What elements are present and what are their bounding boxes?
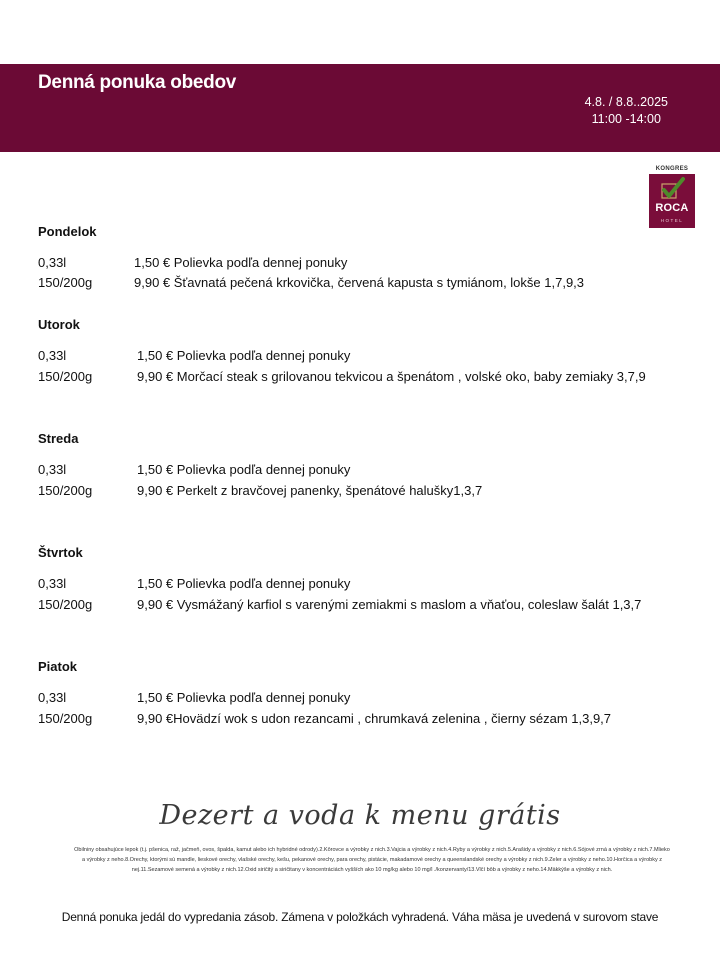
menu-row xyxy=(38,275,708,295)
portion: 150/200g xyxy=(38,275,93,290)
price-dish: 9,90 € Perkelt z bravčovej panenky, špenátové halušky1,3,7 xyxy=(137,483,483,498)
menu-row xyxy=(38,255,708,275)
price-dish: 9,90 € Vysmážaný karfiol s varenými zemiakmi s maslom a vňaťou, coleslaw šalát 1,3,7 xyxy=(137,597,642,612)
day-title-wednesday: Streda xyxy=(38,431,79,446)
portion: 150/200g xyxy=(38,711,93,726)
price-dish: 1,50 € Polievka podľa dennej ponuky xyxy=(137,348,351,363)
menu-row xyxy=(38,576,708,596)
serving-time: 11:00 -14:00 xyxy=(591,112,661,126)
day-title-monday: Pondelok xyxy=(38,224,97,239)
menu-row xyxy=(38,462,708,482)
menu-row xyxy=(38,348,708,368)
price-dish: 9,90 € Morčací steak s grilovanou tekvicou a špenátom , volské oko, baby zemiaky 3,7,9 xyxy=(137,369,646,384)
price-dish: 1,50 € Polievka podľa dennej ponuky xyxy=(137,576,351,591)
checkmark-icon xyxy=(657,176,687,204)
logo-top-text: KONGRES xyxy=(655,166,689,172)
day-title-thursday: Štvrtok xyxy=(38,545,83,560)
dessert-note: Dezert a voda k menu grátis xyxy=(159,800,561,831)
portion: 150/200g xyxy=(38,597,93,612)
day-title-friday: Piatok xyxy=(38,659,78,674)
hotel-logo xyxy=(649,166,695,228)
allergen-legend: Obilniny obsahujúce lepok (t.j. pšenica, raž, jačmeň, ovos, špalda, kamut alebo ich hybridné odrody).2.Kôrovce a výrobky z nich.3.Vajcia a výrobky z nich.4.Ryby a výrobky z nich.5.Arašidy a výrobky z nich.6.Sójové zrná a výrobky z nich.7.Mlieko a výrobky z neho.8.Orechy, ktorými sú mandle, lieskové orechy, vlašské orechy, kešu, pekanové orechy, para orechy, pistácie, makadamové orechy a queenslandské orechy a výrobky z nich.9.Zeler a výrobky z neho.10.Horčica a výrobky z nej.11.Sezamové semená a výrobky z nich.12.Oxid siričitý a siričitany v koncentráciách vyšších ako 10 mg/kg alebo 10 mg/l ./konzervanty/13.Vlčí bôb a výrobky z neho.14.Mäkkýše a výrobky z nich. xyxy=(74,847,670,873)
logo-box xyxy=(649,174,695,228)
portion: 0,33l xyxy=(38,462,67,477)
logo-sub: HOTEL xyxy=(660,218,684,223)
day-title-tuesday: Utorok xyxy=(38,317,80,332)
logo-name: ROCA xyxy=(655,202,689,214)
portion: 0,33l xyxy=(38,255,67,270)
footer-note: Denná ponuka jedál do vypredania zásob. Zámena v položkách vyhradená. Váha mäsa je uvedená v surovom stave xyxy=(61,910,659,924)
menu-row xyxy=(38,483,708,503)
menu-row xyxy=(38,711,708,731)
date-range: 4.8. / 8.8..2025 xyxy=(584,95,668,109)
price-dish: 1,50 € Polievka podľa dennej ponuky xyxy=(134,255,348,270)
price-dish: 9,90 € Šťavnatá pečená krkovička, červená kapusta s tymiánom, lokše 1,7,9,3 xyxy=(134,275,585,290)
price-dish: 1,50 € Polievka podľa dennej ponuky xyxy=(137,462,351,477)
portion: 150/200g xyxy=(38,369,93,384)
header-banner xyxy=(0,64,720,152)
portion: 0,33l xyxy=(38,348,67,363)
menu-row xyxy=(38,369,708,389)
portion: 0,33l xyxy=(38,576,67,591)
date-time-block xyxy=(585,94,668,128)
menu-row xyxy=(38,690,708,710)
portion: 150/200g xyxy=(38,483,93,498)
price-dish: 9,90 €Hovädzí wok s udon rezancami , chrumkavá zelenina , čierny sézam 1,3,9,7 xyxy=(137,711,612,726)
page-title: Denná ponuka obedov xyxy=(38,72,237,93)
portion: 0,33l xyxy=(38,690,67,705)
menu-row xyxy=(38,597,708,617)
price-dish: 1,50 € Polievka podľa dennej ponuky xyxy=(137,690,351,705)
